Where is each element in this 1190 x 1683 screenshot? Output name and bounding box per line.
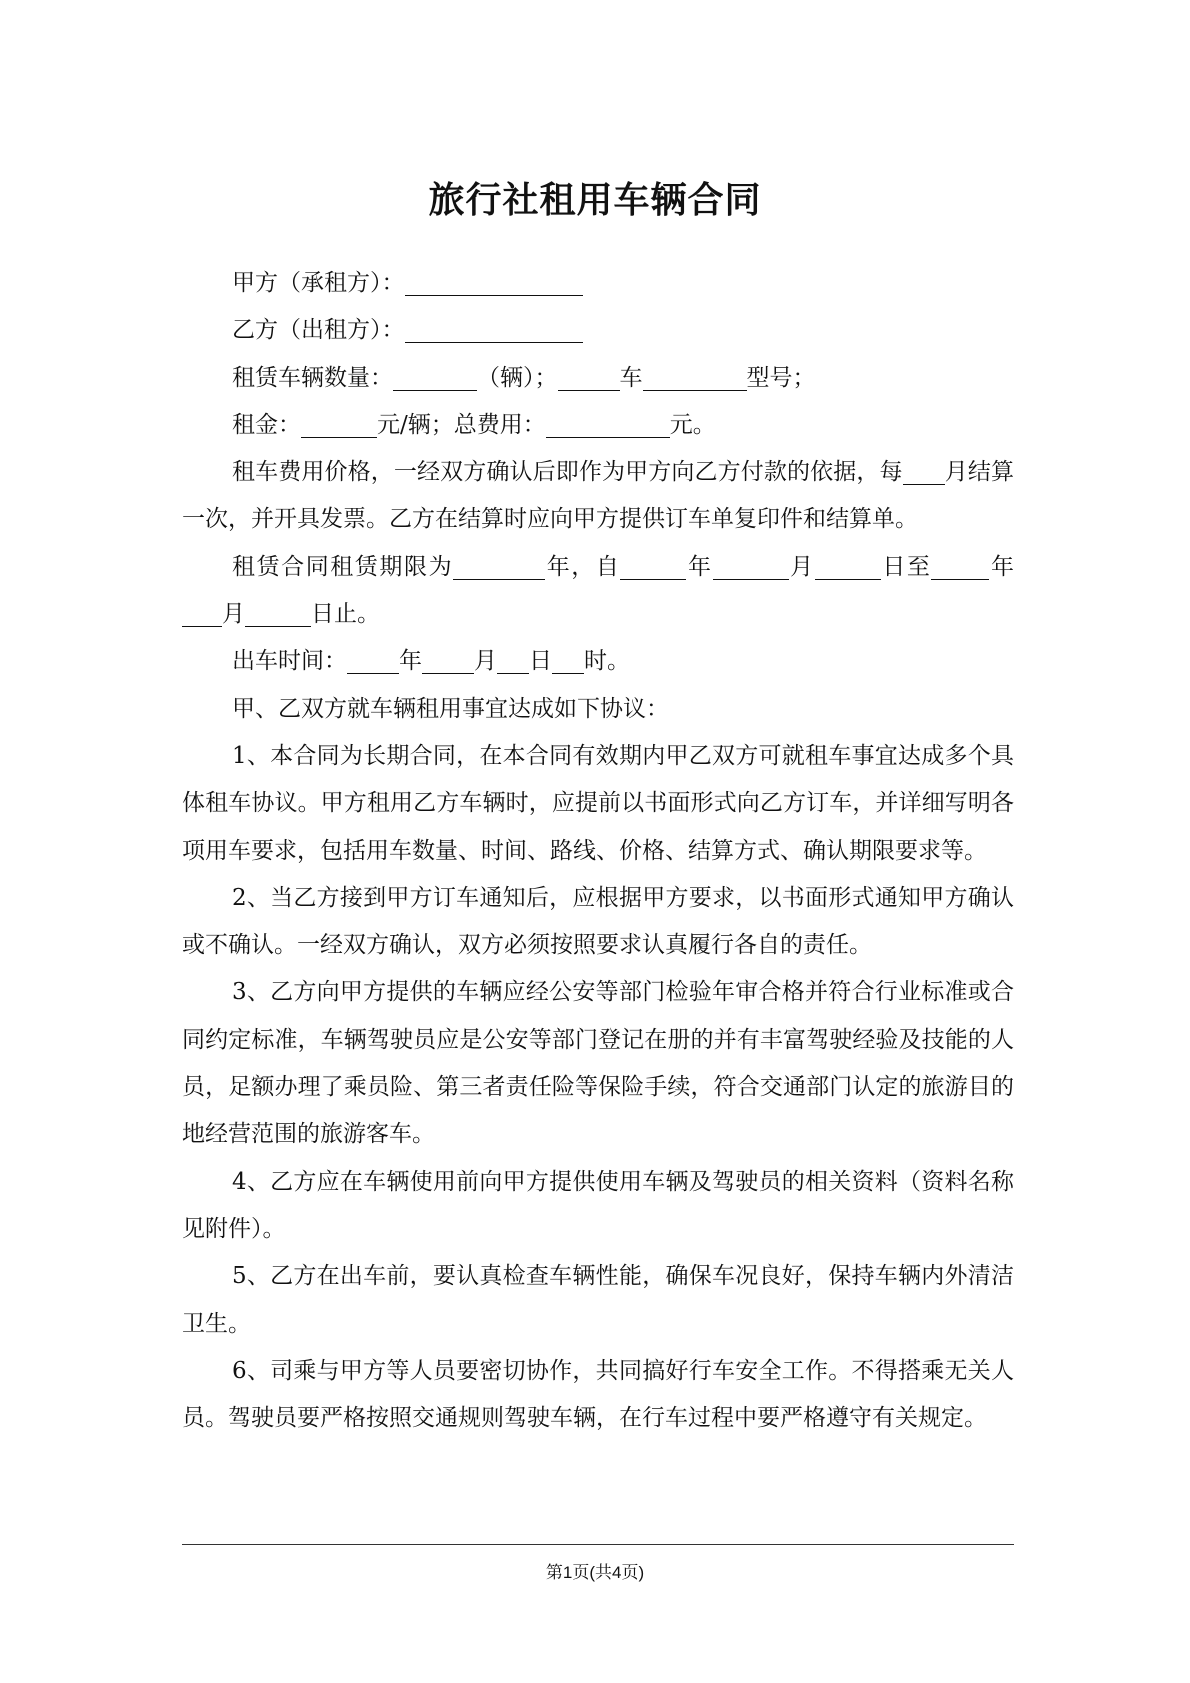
vehicle-car-text: 车 [619,364,643,391]
start-year-blank[interactable] [620,553,686,580]
term-paragraph [182,544,1014,639]
term-text-7: 月 [222,601,245,628]
price-paragraph [182,449,1014,544]
rent-per-vehicle-blank[interactable] [301,411,377,438]
start-month-blank[interactable] [713,553,789,580]
depart-day-blank[interactable] [497,647,529,674]
depart-year-blank[interactable] [347,647,399,674]
party-a-blank[interactable] [405,269,583,296]
clause-2: 2、当乙方接到甲方订车通知后，应根据甲方要求，以书面形式通知甲方确认或不确认。一经双方确认，双方必须按照要求认真履行各自的责任。 [182,884,1014,959]
party-b-line [182,307,1014,354]
document-title: 旅行社租用车辆合同 [428,179,762,221]
term-text-4: 月 [788,553,815,580]
end-day-blank[interactable] [245,600,311,627]
vehicle-qty-unit: （辆）； [477,364,558,391]
depart-line [182,638,1014,685]
term-years-blank[interactable] [453,553,545,580]
depart-hour-text: 时。 [584,648,630,675]
rent-line [182,402,1014,449]
clause-4: 4、乙方应在车辆使用前向甲方提供使用车辆及驾驶员的相关资料（资料名称见附件）。 [182,1168,1014,1242]
vehicle-model-blank[interactable] [643,364,747,391]
end-year-blank[interactable] [931,553,989,580]
vehicle-qty-line [182,355,1014,402]
vehicle-brand-blank[interactable] [558,364,620,391]
term-text-2: 年，自 [545,553,621,580]
term-text-3: 年 [686,553,713,580]
party-a-line [182,260,1014,307]
clause-5: 5、乙方在出车前，要认真检查车辆性能，确保车况良好，保持车辆内外清洁卫生。 [182,1263,1014,1337]
agreement-intro: 甲、乙双方就车辆租用事宜达成如下协议： [232,695,669,722]
clause-1: 1、本合同为长期合同，在本合同有效期内甲乙双方可就租车事宜达成多个具体租车协议。甲方租用乙方车辆时，应提前以书面形式向乙方订车，并详细写明各项用车要求，包括用车数量、时间、路线、价格、结算方式、确认期限要求等。 [182,742,1014,864]
depart-year-text: 年 [399,648,422,675]
party-b-blank[interactable] [405,316,583,343]
clause-6: 6、司乘与甲方等人员要密切协作，共同搞好行车安全工作。不得搭乘无关人员。驾驶员要严格按照交通规则驾驶车辆，在行车过程中要严格遵守有关规定。 [182,1357,1014,1432]
price-text-2: 月结算一次，并开具发票。乙方在结算时应向甲方提供订车单复印件和结算单。 [182,459,1014,533]
party-b-label: 乙方（出租方）： [232,317,405,344]
vehicle-qty-blank[interactable] [393,364,477,391]
term-text-1: 租赁合同租赁期限为 [232,553,454,580]
footer-divider [182,1544,1014,1545]
depart-label: 出车时间： [232,648,347,675]
rent-total-blank[interactable] [546,411,670,438]
term-text-5: 日至 [880,553,932,580]
term-text-6: 年 [989,553,1015,580]
rent-label: 租金： [232,411,301,438]
price-text-1: 租车费用价格，一经双方确认后即作为甲方向乙方付款的依据，每 [232,459,903,486]
depart-month-blank[interactable] [422,647,474,674]
settlement-month-blank[interactable] [903,458,945,485]
depart-month-text: 月 [474,648,497,675]
depart-day-text: 日 [529,648,552,675]
rent-yuan-text: 元。 [669,411,716,438]
clause-3: 3、乙方向甲方提供的车辆应经公安等部门检验年审合格并符合行业标准或合同约定标准，车辆驾驶员应是公安等部门登记在册的并有丰富驾驶经验及技能的人员，足额办理了乘员险、第三者责任险等保险手续，符合交通部门认定的旅游目的地经营范围的旅游客车。 [182,979,1014,1148]
party-a-label: 甲方（承租方）： [232,270,405,296]
rent-total-label: 元/辆；总费用： [377,411,546,438]
start-day-blank[interactable] [815,553,881,580]
page-number: 第1页(共4页) [545,1563,645,1582]
term-text-8: 日止。 [311,601,380,628]
end-month-blank[interactable] [182,600,222,627]
depart-hour-blank[interactable] [552,647,584,674]
document-body [182,260,1014,1442]
vehicle-qty-label: 租赁车辆数量： [232,364,393,391]
vehicle-model-text: 型号； [746,364,816,391]
